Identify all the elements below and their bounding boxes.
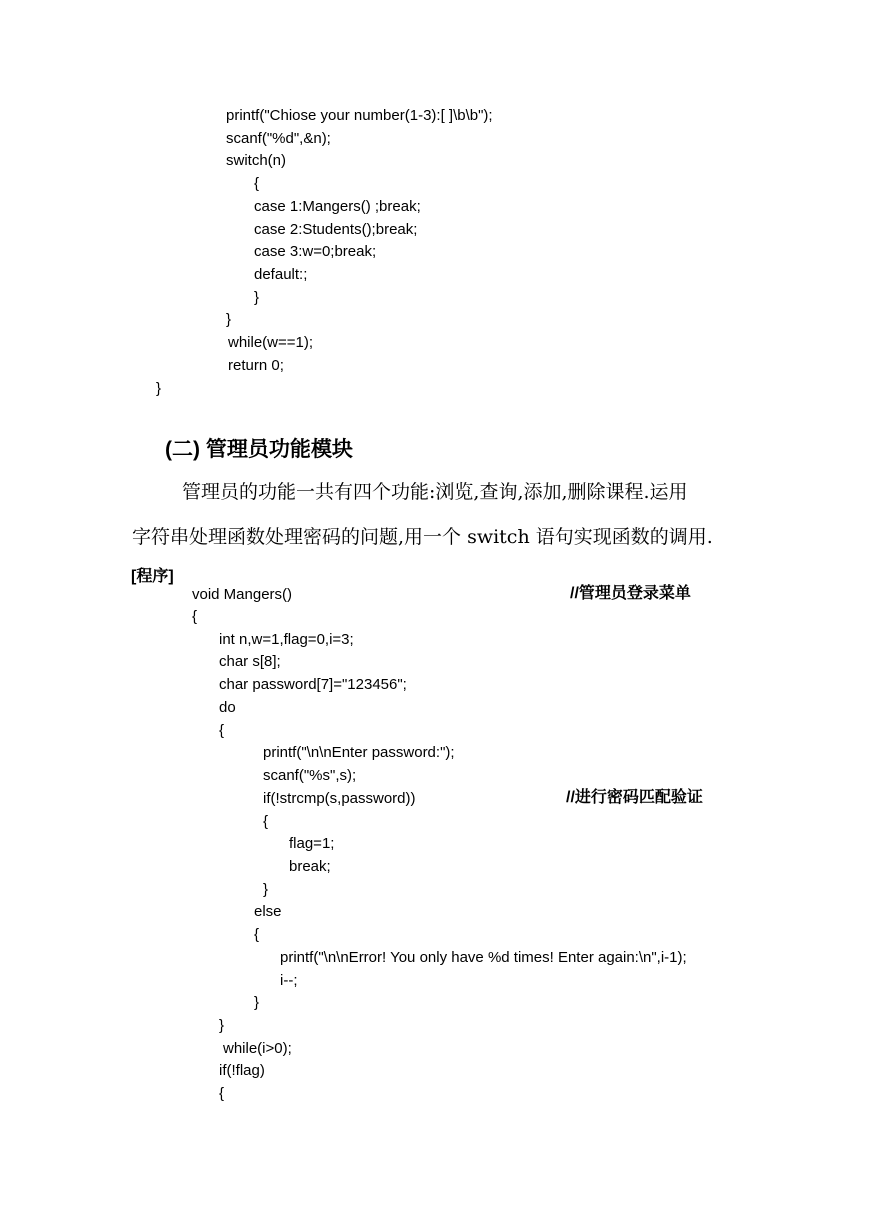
code-line: i--;: [280, 972, 298, 989]
code-line: }: [219, 1017, 225, 1034]
code-line: {: [263, 813, 269, 830]
code-line: else: [254, 903, 282, 920]
code-line: }: [254, 289, 260, 306]
code-line: printf("\n\nEnter password:");: [263, 744, 455, 761]
code-line: {: [219, 1085, 225, 1102]
paragraph-line: 管理员的功能一共有四个功能:浏览,查询,添加,删除课程.运用: [182, 481, 688, 503]
code-line: case 1:Mangers() ;break;: [254, 198, 421, 215]
code-line: while(w==1);: [228, 334, 314, 351]
code-comment: //管理员登录菜单: [570, 585, 691, 602]
code-line: break;: [289, 858, 331, 875]
code-line: {: [254, 175, 260, 192]
code-line: while(i>0);: [223, 1040, 292, 1057]
program-label: [程序]: [131, 568, 174, 585]
code-line: }: [263, 881, 269, 898]
code-line: case 3:w=0;break;: [254, 243, 377, 260]
code-line: do: [219, 699, 236, 716]
paragraph-line: 字符串处理函数处理密码的问题,用一个 switch 语句实现函数的调用.: [132, 526, 713, 548]
code-line: int n,w=1,flag=0,i=3;: [219, 631, 354, 648]
code-line: printf("\n\nError! You only have %d times! Enter again:\n",i-1);: [280, 949, 687, 966]
code-line: scanf("%s",s);: [263, 767, 357, 784]
code-line: default:;: [254, 266, 308, 283]
code-line: printf("Chiose your number(1-3):[ ]\b\b");: [226, 107, 493, 124]
code-line: }: [156, 380, 162, 397]
code-comment: //进行密码匹配验证: [566, 789, 703, 806]
section-heading: (二) 管理员功能模块: [165, 438, 353, 461]
code-line: void Mangers(): [192, 586, 293, 603]
code-line: if(!flag): [219, 1062, 265, 1079]
code-line: if(!strcmp(s,password)): [263, 790, 416, 807]
code-line: }: [254, 994, 260, 1011]
code-line: char password[7]="123456";: [219, 676, 407, 693]
code-line: scanf("%d",&n);: [226, 130, 331, 147]
code-line: case 2:Students();break;: [254, 221, 418, 238]
code-line: char s[8];: [219, 653, 281, 670]
code-line: return 0;: [228, 357, 284, 374]
code-line: switch(n): [226, 152, 287, 169]
code-line: {: [254, 926, 260, 943]
code-line: }: [226, 311, 232, 328]
code-line: {: [219, 722, 225, 739]
code-line: {: [192, 608, 198, 625]
code-line: flag=1;: [289, 835, 335, 852]
